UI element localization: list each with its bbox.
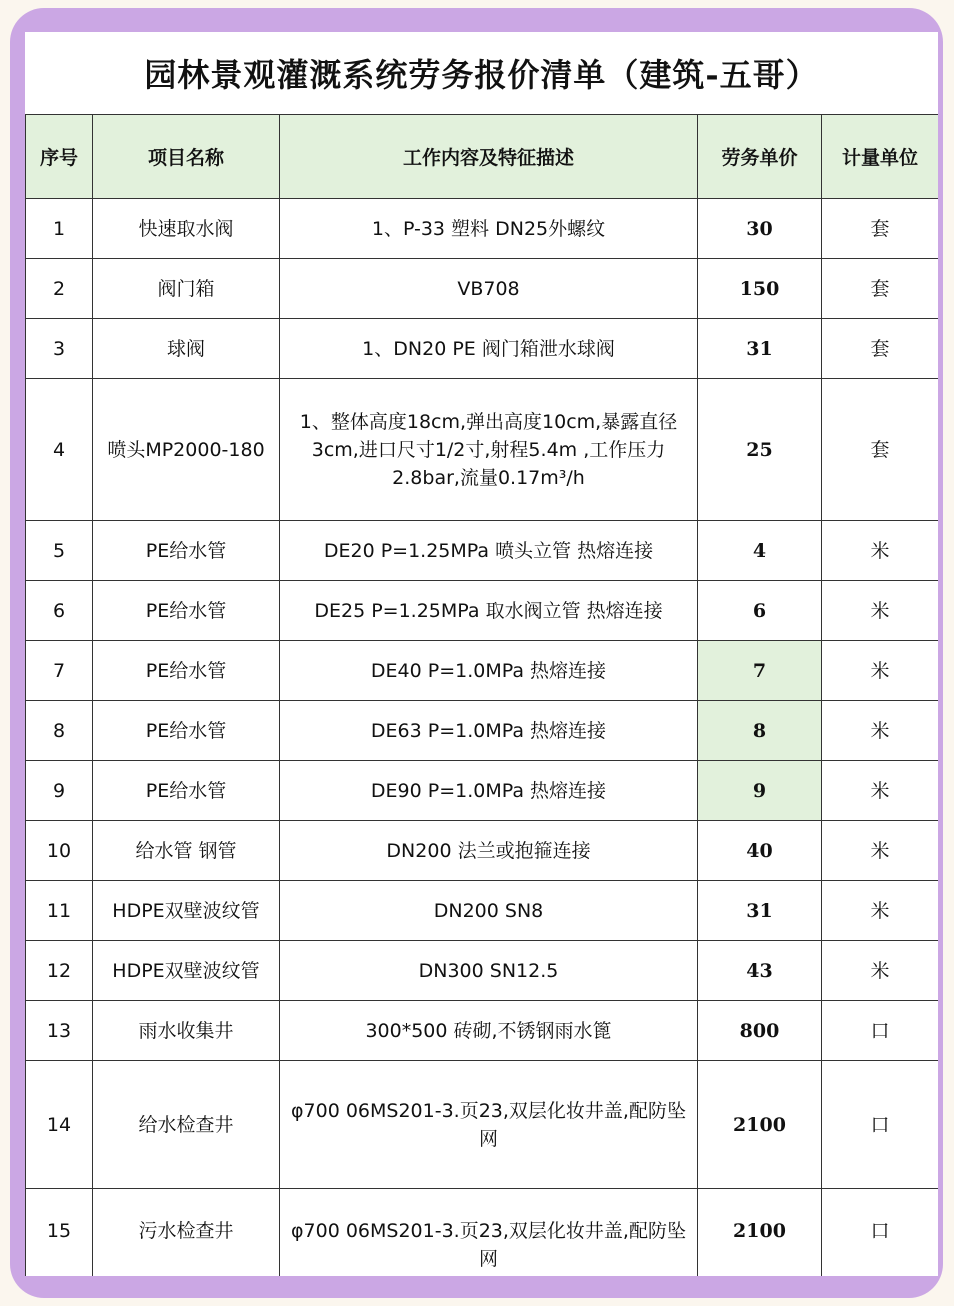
- row-no: 3: [26, 319, 93, 379]
- row-name: HDPE双壁波纹管: [93, 881, 280, 941]
- row-desc: DE63 P=1.0MPa 热熔连接: [280, 701, 698, 761]
- row-desc: DN200 法兰或抱箍连接: [280, 821, 698, 881]
- row-no: 15: [26, 1189, 93, 1277]
- row-desc: DE90 P=1.0MPa 热熔连接: [280, 761, 698, 821]
- sheet-title: 园林景观灌溉系统劳务报价清单（建筑-五哥）: [144, 56, 819, 94]
- row-no: 7: [26, 641, 93, 701]
- row-name: 给水管 钢管: [93, 821, 280, 881]
- table-row: [26, 1001, 939, 1061]
- row-name: 雨水收集井: [93, 1001, 280, 1061]
- row-price: 2100: [698, 1061, 822, 1189]
- row-name: 给水检查井: [93, 1061, 280, 1189]
- header-no: 序号: [26, 115, 93, 199]
- row-price: 25: [698, 379, 822, 521]
- table-row: [26, 881, 939, 941]
- row-price: 6: [698, 581, 822, 641]
- table-row: [26, 199, 939, 259]
- header-unit: 计量单位: [822, 115, 939, 199]
- row-desc: 1、DN20 PE 阀门箱泄水球阀: [280, 319, 698, 379]
- row-unit: 套: [822, 379, 939, 521]
- row-desc: DN300 SN12.5: [280, 941, 698, 1001]
- row-no: 9: [26, 761, 93, 821]
- row-unit: 米: [822, 761, 939, 821]
- row-price: 31: [698, 319, 822, 379]
- row-price: 4: [698, 521, 822, 581]
- row-no: 14: [26, 1061, 93, 1189]
- row-no: 5: [26, 521, 93, 581]
- row-price: 30: [698, 199, 822, 259]
- row-name: PE给水管: [93, 761, 280, 821]
- header-desc: 工作内容及特征描述: [280, 115, 698, 199]
- table-row: [26, 641, 939, 701]
- row-price: 7: [698, 641, 822, 701]
- row-name: PE给水管: [93, 641, 280, 701]
- quote-table: [25, 114, 938, 1276]
- row-unit: 口: [822, 1189, 939, 1277]
- row-name: PE给水管: [93, 701, 280, 761]
- row-name: 污水检查井: [93, 1189, 280, 1277]
- row-unit: 套: [822, 319, 939, 379]
- row-desc: DE25 P=1.25MPa 取水阀立管 热熔连接: [280, 581, 698, 641]
- header-row: [26, 115, 939, 199]
- quote-sheet: [25, 32, 938, 1276]
- table-row: [26, 259, 939, 319]
- row-unit: 米: [822, 641, 939, 701]
- row-unit: 口: [822, 1061, 939, 1189]
- row-unit: 米: [822, 701, 939, 761]
- row-no: 11: [26, 881, 93, 941]
- table-row: [26, 761, 939, 821]
- row-price: 2100: [698, 1189, 822, 1277]
- row-no: 1: [26, 199, 93, 259]
- row-no: 4: [26, 379, 93, 521]
- row-desc: 1、整体高度18cm,弹出高度10cm,暴露直径3cm,进口尺寸1/2寸,射程5.4m ,工作压力2.8bar,流量0.17m³/h: [280, 379, 698, 521]
- row-desc: DN200 SN8: [280, 881, 698, 941]
- row-price: 8: [698, 701, 822, 761]
- row-name: 快速取水阀: [93, 199, 280, 259]
- row-unit: 米: [822, 821, 939, 881]
- row-name: PE给水管: [93, 581, 280, 641]
- header-price: 劳务单价: [698, 115, 822, 199]
- row-price: 150: [698, 259, 822, 319]
- row-name: HDPE双壁波纹管: [93, 941, 280, 1001]
- row-price: 9: [698, 761, 822, 821]
- table-row: [26, 379, 939, 521]
- table-row: [26, 821, 939, 881]
- row-desc: VB708: [280, 259, 698, 319]
- row-price: 43: [698, 941, 822, 1001]
- row-price: 40: [698, 821, 822, 881]
- row-desc: 1、P-33 塑料 DN25外螺纹: [280, 199, 698, 259]
- row-price: 800: [698, 1001, 822, 1061]
- table-row: [26, 319, 939, 379]
- row-price: 31: [698, 881, 822, 941]
- row-unit: 口: [822, 1001, 939, 1061]
- row-unit: 套: [822, 259, 939, 319]
- row-no: 10: [26, 821, 93, 881]
- row-desc: φ700 06MS201-3.页23,双层化妆井盖,配防坠网: [280, 1189, 698, 1277]
- table-row: [26, 581, 939, 641]
- row-unit: 套: [822, 199, 939, 259]
- row-name: PE给水管: [93, 521, 280, 581]
- row-unit: 米: [822, 581, 939, 641]
- row-name: 球阀: [93, 319, 280, 379]
- row-no: 2: [26, 259, 93, 319]
- table-row: [26, 521, 939, 581]
- row-desc: φ700 06MS201-3.页23,双层化妆井盖,配防坠网: [280, 1061, 698, 1189]
- table-row: [26, 701, 939, 761]
- table-row: [26, 1061, 939, 1189]
- row-unit: 米: [822, 521, 939, 581]
- row-desc: DE40 P=1.0MPa 热熔连接: [280, 641, 698, 701]
- header-name: 项目名称: [93, 115, 280, 199]
- row-name: 喷头MP2000-180: [93, 379, 280, 521]
- row-desc: DE20 P=1.25MPa 喷头立管 热熔连接: [280, 521, 698, 581]
- row-no: 8: [26, 701, 93, 761]
- row-no: 12: [26, 941, 93, 1001]
- row-unit: 米: [822, 941, 939, 1001]
- row-name: 阀门箱: [93, 259, 280, 319]
- row-no: 6: [26, 581, 93, 641]
- table-row: [26, 1189, 939, 1277]
- row-desc: 300*500 砖砌,不锈钢雨水篦: [280, 1001, 698, 1061]
- table-row: [26, 941, 939, 1001]
- row-no: 13: [26, 1001, 93, 1061]
- row-unit: 米: [822, 881, 939, 941]
